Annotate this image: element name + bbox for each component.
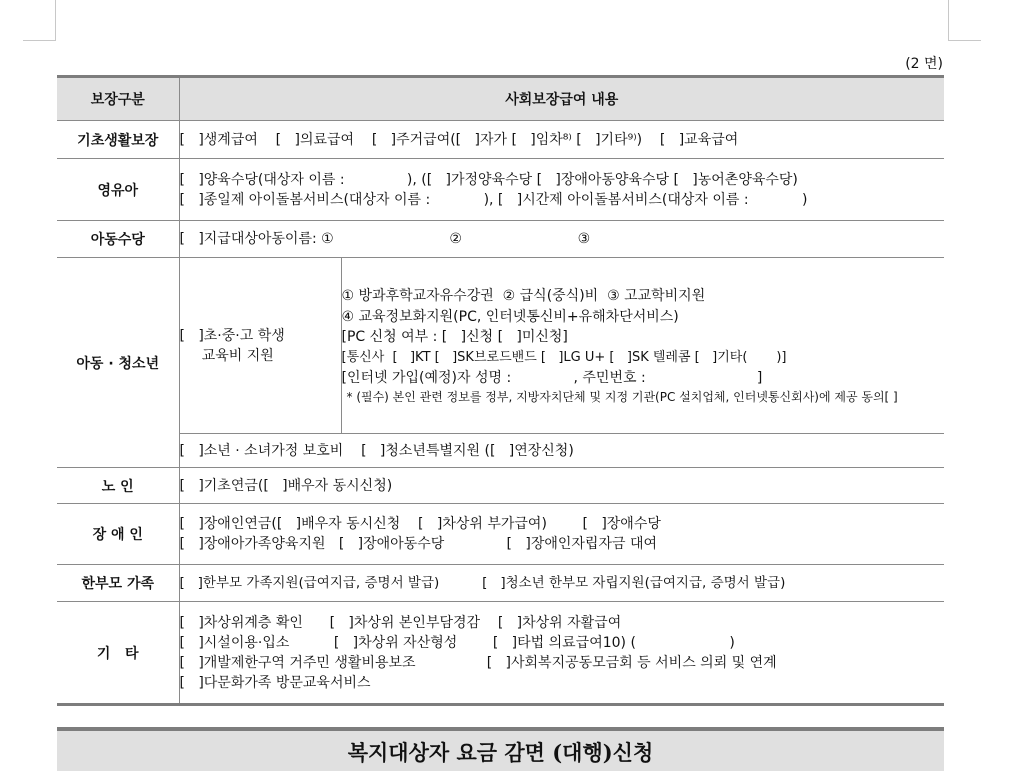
category-basic-living: 기초생활보장: [57, 121, 179, 159]
youth-education-details: [341, 258, 944, 434]
infant-line-2: [ ]종일제 아이돌봄서비스(대상자 이름 : ), [ ]시간제 아이돌봄서비스(대상자 이름 : ): [179, 191, 808, 208]
row-youth-other: [57, 434, 944, 468]
category-youth: 아동 · 청소년: [57, 258, 179, 468]
elderly-options: [179, 468, 944, 504]
other-line-2: [ ]시설이용·입소 [ ]차상위 자산형성 [ ]타법 의료급여10) ( ): [179, 634, 735, 651]
youth-detail-3: [PC 신청 여부 : [ ]신청 [ ]미신청]: [341, 329, 568, 346]
infant-options: [179, 159, 944, 221]
child-allowance-line: [ ]지급대상아동이름: ① ② ③: [179, 231, 591, 247]
infant-line-1: [ ]양육수당(대상자 이름 : ), ([ ]가정양육수당 [ ]장애아동양육수당 [ ]농어촌양육수당): [179, 171, 798, 188]
category-single-parent: 한부모 가족: [57, 565, 179, 602]
youth-other-options: [179, 434, 944, 468]
crop-mark-left: [23, 0, 56, 41]
basic-living-line: [ ]생계급여 [ ]의료급여 [ ]주거급여([ ]자가 [ ]임차⁸⁾ [ ]기타⁹⁾) [ ]교육급여: [179, 131, 739, 148]
youth-detail-4: [통신사 [ ]KT [ ]SK브로드밴드 [ ]LG U+ [ ]SK 텔레콤 [ ]기타( )]: [341, 349, 787, 365]
disabled-line-1: [ ]장애인연금([ ]배우자 동시신청 [ ]차상위 부가급여) [ ]장애수당: [179, 516, 661, 532]
category-child-allowance: 아동수당: [57, 221, 179, 258]
consent-note: * (필수) 본인 관련 정보를 정부, 지방자치단체 및 지정 기관(PC 설치업체, 인터넷통신회사)에 제공 동의[ ]: [346, 389, 898, 404]
youth-education-sub-label: [ ]초·중·고 학생 교육비 지원: [179, 327, 285, 364]
other-line-3: [ ]개발제한구역 거주민 생활비용보조 [ ]사회복지공동모금회 등 서비스 의뢰 및 연계: [179, 654, 777, 671]
category-elderly: 노 인: [57, 468, 179, 504]
table-header-row: [57, 77, 944, 121]
youth-detail-5: [인터넷 가입(예정)자 성명 : , 주민번호 : ]: [341, 370, 763, 387]
basic-living-options: [179, 121, 944, 159]
header-content: 사회보장급여 내용: [179, 77, 944, 121]
other-options: [179, 602, 944, 705]
category-disabled: 장 애 인: [57, 504, 179, 565]
row-youth-education: [57, 258, 944, 434]
single-parent-line: [ ]한부모 가족지원(급여지급, 증명서 발급) [ ]청소년 한부모 자립지원(급여지급, 증명서 발급): [179, 575, 786, 591]
category-other: 기 타: [57, 602, 179, 705]
row-child-allowance: [57, 221, 944, 258]
row-infant: [57, 159, 944, 221]
benefits-table: [57, 75, 944, 706]
elderly-line: [ ]기초연금([ ]배우자 동시신청): [179, 477, 393, 494]
single-parent-options: [179, 565, 944, 602]
row-other: [57, 602, 944, 705]
row-single-parent: [57, 565, 944, 602]
other-line-4: [ ]다문화가족 방문교육서비스: [179, 674, 371, 691]
other-line-1: [ ]차상위계층 확인 [ ]차상위 본인부담경감 [ ]차상위 자활급여: [179, 614, 622, 631]
section-title-banner: 복지대상자 요금 감면 (대행)신청: [57, 727, 944, 771]
page-number: (2 면): [905, 56, 943, 72]
child-allowance-options: [179, 221, 944, 258]
row-basic-living: [57, 121, 944, 159]
youth-detail-2: ④ 교육정보화지원(PC, 인터넷통신비+유해차단서비스): [341, 308, 679, 325]
crop-mark-right: [948, 0, 981, 41]
disabled-options: [179, 504, 944, 565]
category-infant: 영유아: [57, 159, 179, 221]
youth-detail-1: ① 방과후학교자유수강권 ② 급식(중식)비 ③ 고교학비지원: [341, 288, 706, 305]
row-elderly: [57, 468, 944, 504]
disabled-line-2: [ ]장애아가족양육지원 [ ]장애아동수당 [ ]장애인자립자금 대여: [179, 536, 658, 552]
row-disabled: [57, 504, 944, 565]
header-category: 보장구분: [57, 77, 179, 121]
youth-education-subcategory: [179, 258, 341, 434]
youth-other-line: [ ]소년 · 소녀가정 보호비 [ ]청소년특별지원 ([ ]연장신청): [179, 442, 574, 459]
